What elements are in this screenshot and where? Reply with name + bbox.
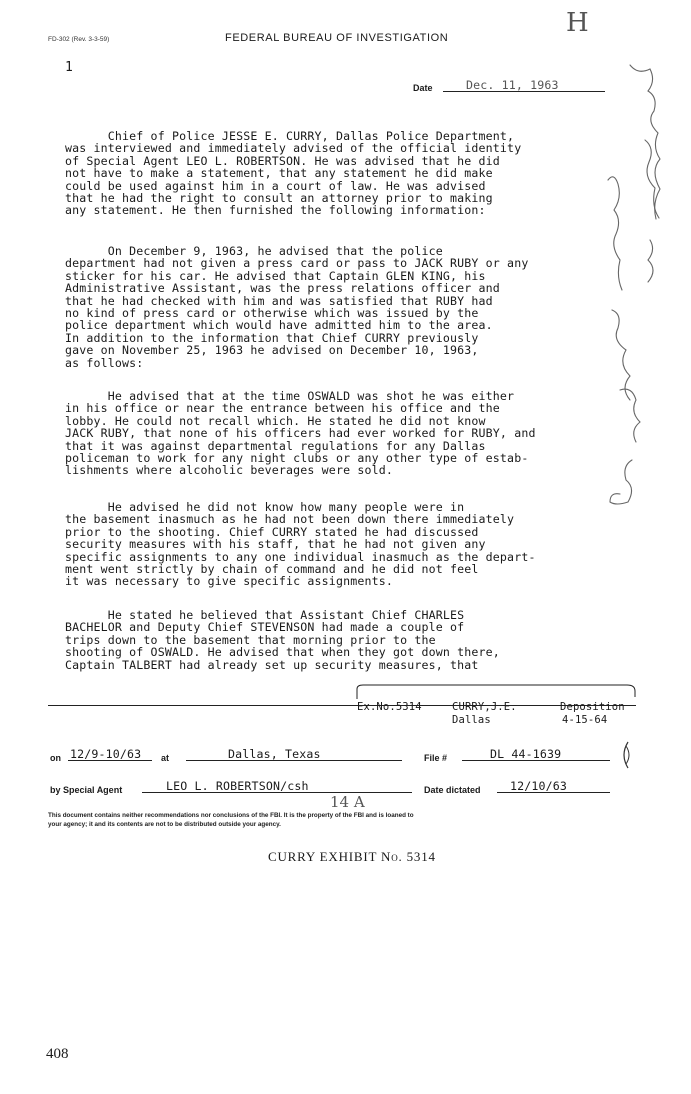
body-line: He stated he believed that Assistant Chief CHARLES	[65, 608, 465, 622]
body-line: gave on November 25, 1963 he advised on December 10, 1963,	[65, 343, 479, 358]
body-line: lobby. He could not recall which. He stated he did not know	[65, 413, 486, 428]
body-line: that it was against departmental regulations for any Dallas	[65, 438, 486, 453]
body-line: Chief of Police JESSE E. CURRY, Dallas Police Department,	[65, 129, 515, 143]
body-line: it was necessary to give specific assignments.	[65, 574, 393, 589]
body-line: On December 9, 1963, he advised that the police	[65, 244, 443, 258]
form-code: FD-302 (Rev. 3-3-59)	[48, 36, 110, 43]
body-line: JACK RUBY, that none of his officers had ever worked for RUBY, and	[65, 426, 536, 441]
body-line: could be used against him in a court of law. He was advised	[65, 178, 486, 193]
body-line: any statement. He then furnished the following information:	[65, 203, 486, 218]
body-line: He advised he did not know how many people were in	[65, 500, 465, 514]
body-line: of Special Agent LEO L. ROBERTSON. He was advised that he did	[65, 153, 500, 168]
exhibit-bracket	[355, 683, 640, 701]
special-agent-line	[142, 792, 412, 793]
file-number: DL 44-1639	[490, 747, 562, 761]
body-line: Administrative Assistant, was the press relations officer and	[65, 281, 500, 296]
body-line: that he had the right to consult an attorney prior to making	[65, 191, 493, 205]
body-line: not have to make a statement, that any statement he did make	[65, 166, 493, 181]
body-line: in his office or near the entrance between his office and the	[65, 401, 500, 416]
body-line: Captain TALBERT had already set up security measures, that	[65, 657, 479, 672]
agency-title: FEDERAL BUREAU OF INVESTIGATION	[225, 32, 449, 44]
handwritten-note: 14 A	[330, 793, 365, 811]
body-line: sticker for his car. He advised that Captain GLEN KING, his	[65, 268, 486, 283]
special-agent-name: LEO L. ROBERTSON/csh	[166, 779, 309, 793]
interview-location: Dallas, Texas	[228, 747, 321, 761]
exhibit-title: CURRY EXHIBIT No. 5314	[268, 849, 436, 864]
separator-line	[48, 705, 636, 706]
body-line: shooting of OSWALD. He advised that when they got down there,	[65, 645, 500, 660]
page-mark: 1	[65, 60, 73, 75]
interview-location-line	[186, 760, 402, 761]
exhibit-city: Dallas	[452, 714, 491, 726]
body-line: ment went strictly by chain of command and he did not feel	[65, 562, 479, 576]
body-line: specific assignments to any one individual inasmuch as the depart-	[65, 549, 536, 564]
date-dictated-line	[497, 792, 610, 793]
interview-dates: 12/9-10/63	[70, 747, 142, 761]
body-line: trips down to the basement that morning prior to the	[65, 632, 436, 647]
exhibit-name: CURRY,J.E.	[452, 701, 517, 713]
body-line: BACHELOR and Deputy Chief STEVENSON had made a couple of	[65, 620, 465, 635]
disclaimer-line-1: This document contains neither recommendations nor conclusions of the FBI. It is the property of the FBI and is loaned to	[48, 812, 414, 819]
file-label: File #	[424, 753, 448, 763]
body-line: that he had checked with him and was satisfied that RUBY had	[65, 293, 493, 308]
special-agent-label: by Special Agent	[50, 785, 123, 795]
body-line: security measures with his staff, that he had not given any	[65, 537, 486, 552]
file-number-line	[462, 760, 610, 761]
exhibit-type: Deposition	[560, 701, 625, 713]
body-line: as follows:	[65, 355, 144, 370]
date-label: Date	[413, 83, 433, 93]
exhibit-number: Ex.No.5314	[357, 701, 422, 713]
margin-handwriting-scribble	[590, 60, 685, 520]
body-line: no kind of press card or otherwise which was issued by the	[65, 306, 479, 320]
body-line: the basement inasmuch as he had not been down there immediately	[65, 512, 515, 527]
disclaimer-line-2: your agency; it and its contents are not to be distributed outside your agency.	[48, 821, 281, 828]
body-line: police department which would have admitted him to the area.	[65, 318, 493, 333]
body-line: lishments where alcoholic beverages were sold.	[65, 463, 393, 478]
body-line: was interviewed and immediately advised of the official identity	[65, 141, 522, 156]
interview-dates-line	[68, 760, 152, 761]
page-number: 408	[46, 1046, 69, 1062]
exhibit-date: 4-15-64	[562, 714, 608, 726]
body-line: policeman to work for any night clubs or any other type of estab-	[65, 451, 529, 465]
on-label: on	[50, 753, 61, 763]
body-line: prior to the shooting. Chief CURRY stated he had discussed	[65, 524, 479, 539]
handwritten-letter: H	[566, 8, 589, 38]
date-dictated-label: Date dictated	[424, 785, 481, 795]
date-value: Dec. 11, 1963	[466, 78, 559, 92]
body-line: In addition to the information that Chief CURRY previously	[65, 330, 479, 345]
file-paren-mark	[618, 740, 634, 770]
at-label: at	[161, 753, 170, 763]
date-underline	[443, 91, 605, 92]
body-line: department had not given a press card or pass to JACK RUBY or any	[65, 256, 529, 271]
body-line: He advised that at the time OSWALD was shot he was either	[65, 389, 515, 403]
date-dictated-value: 12/10/63	[510, 779, 568, 793]
